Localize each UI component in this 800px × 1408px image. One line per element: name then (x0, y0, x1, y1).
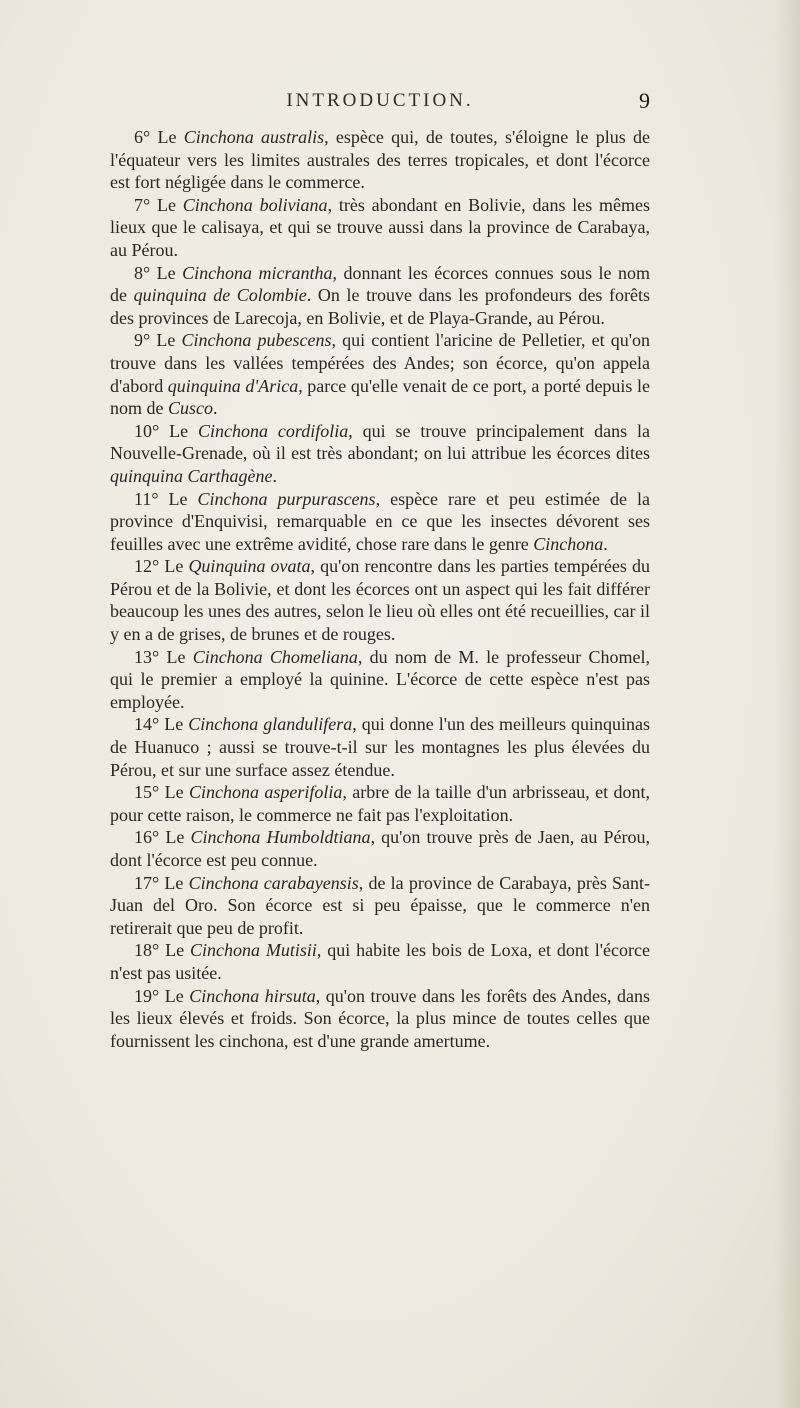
entry-text: , qui contient l'aricine de Pelletier, et qu'on trouve dans les vallées tempérées des Andes; son écorce, qu'on appela d'abord (110, 330, 651, 396)
species-entry (110, 713, 650, 781)
entry-number: 19° (134, 985, 160, 1006)
entry-article: Le (157, 127, 184, 147)
entry-text: , qu'on trouve près de Jaen, au Pérou, dont l'écorce est peu connue. (110, 827, 651, 870)
species-entry (110, 646, 650, 714)
species-name: Cinchona carabayensis (188, 872, 359, 893)
entry-article: Le (157, 194, 183, 215)
italic-term: Cinchona (533, 533, 604, 554)
entry-number: 7° (134, 194, 151, 215)
species-name: Cinchona micrantha (182, 262, 333, 283)
species-entry (110, 985, 650, 1053)
entry-article: Le (164, 556, 189, 577)
species-name: Cinchona Mutisii (189, 940, 317, 961)
entry-text: , espèce rare et peu estimée de la province d'Enquivisi, remarquable en ce que les insectes dévorent ses feuilles avec une extrême avidité, chose rare dans le genre (110, 488, 651, 554)
entry-article: Le (156, 262, 183, 283)
entry-article: Le (165, 940, 190, 961)
species-name: Cinchona australis (183, 127, 325, 147)
species-name: Quinquina ovata (188, 556, 311, 577)
entry-number: 14° (134, 714, 160, 735)
entry-text: . On le trouve dans les profondeurs des forêts des provinces de Larecoja, en Bolivie, et de Playa-Grande, au Pérou. (110, 285, 650, 328)
entry-text: , donnant les écorces connues sous le nom de (110, 262, 650, 306)
species-name: Cinchona boliviana (182, 194, 328, 215)
body-text (110, 126, 650, 1052)
entry-text: , qui habite les bois de Loxa, et dont l'écorce n'est pas usitée. (110, 940, 650, 983)
entry-article: Le (164, 714, 189, 735)
entry-number: 18° (134, 940, 160, 961)
entry-article: Le (164, 782, 189, 803)
entry-number: 17° (134, 872, 160, 893)
entry-number: 6° (134, 127, 151, 147)
entry-article: Le (166, 646, 193, 667)
species-name: Cinchona hirsuta (189, 985, 316, 1006)
species-entry (110, 194, 650, 262)
species-name: Cinchona pubescens (181, 330, 332, 351)
page-number: 9 (639, 88, 650, 113)
species-entry (110, 329, 650, 419)
entry-text: , du nom de M. le professeur Chomel, qui le premier a employé la quinine. L'écorce de cette espèce n'est pas employée. (110, 646, 651, 712)
italic-term: quinquina de Colombie (133, 285, 307, 306)
species-entry (110, 872, 650, 940)
entry-number: 13° (134, 646, 160, 667)
entry-number: 9° (134, 330, 151, 351)
entry-text: , parce qu'elle venait de ce port, a porté depuis le nom de (110, 375, 650, 419)
entry-text: . (272, 465, 277, 486)
entry-article: Le (168, 488, 198, 509)
italic-term: quinquina Carthagène (110, 465, 273, 486)
species-entry (110, 262, 650, 330)
entry-article: Le (164, 985, 190, 1006)
species-entry (110, 939, 650, 984)
entry-number: 16° (134, 827, 160, 848)
italic-term: quinquina d'Arica (167, 375, 299, 396)
species-entry (110, 126, 650, 194)
species-name: Cinchona Chomeliana (192, 646, 358, 667)
entry-text: , qu'on rencontre dans les parties tempérées du Pérou et de la Bolivie, et dont les écorces ont un aspect qui les fait différer beaucoup les unes des autres, selon le lieu où elles ont été recueillies, car il y en a de grises, de brunes et de rouges. (110, 556, 650, 645)
entry-article: Le (164, 872, 189, 893)
entry-text: , qui se trouve principalement dans la Nouvelle-Grenade, où il est très abondant; on lui attribue les écorces dites (110, 420, 651, 464)
entry-text: . (603, 533, 608, 554)
entry-text: , très abondant en Bolivie, dans les mêmes lieux que le calisaya, et qui se trouve aussi dans la province de Carabaya, au Pérou. (110, 194, 651, 260)
running-head: INTRODUCTION. (286, 90, 474, 111)
entry-number: 10° (134, 420, 160, 441)
species-entry (110, 420, 650, 488)
species-entry (110, 488, 650, 556)
species-name: Cinchona asperifolia (188, 782, 343, 803)
species-entry (110, 826, 650, 871)
species-name: Cinchona Humboldtiana (190, 827, 371, 848)
entry-text: , qu'on trouve dans les forêts des Andes, dans les lieux élevés et froids. Son écorce, la plus mince de toutes celles que fournissent les cinchona, est d'une grande amertume. (110, 985, 651, 1051)
species-entry (110, 781, 650, 826)
entry-number: 15° (134, 782, 160, 803)
entry-text: . (213, 398, 218, 419)
entry-text: , de la province de Carabaya, près Sant-Juan del Oro. Son écorce est si peu épaisse, que le commerce n'en retirerait que peu de profit. (110, 872, 651, 938)
species-entry (110, 555, 650, 645)
entry-number: 8° (134, 262, 151, 283)
entry-number: 11° (134, 488, 159, 509)
page-header (110, 90, 650, 120)
entry-text: , qui donne l'un des meilleurs quinquinas de Huanuco ; aussi se trouve-t-il sur les montagnes les plus élevées du Pérou, et sur une surface assez étendue. (110, 714, 651, 780)
italic-term: Cusco (168, 398, 213, 419)
species-name: Cinchona purpurascens (197, 488, 376, 509)
entry-text: , arbre de la taille d'un arbrisseau, et dont, pour cette raison, le commerce ne fait pas l'exploitation. (110, 782, 651, 825)
entry-text: , espèce qui, de toutes, s'éloigne le plus de l'équateur vers les limites australes des terres tropicales, et dont l'écorce est fort négligée dans le commerce. (110, 127, 651, 193)
entry-article: Le (165, 827, 191, 848)
entry-number: 12° (134, 556, 160, 577)
entry-article: Le (156, 330, 182, 351)
species-name: Cinchona cordifolia (198, 420, 349, 441)
entry-article: Le (169, 420, 198, 441)
species-name: Cinchona glandulifera (188, 714, 353, 735)
